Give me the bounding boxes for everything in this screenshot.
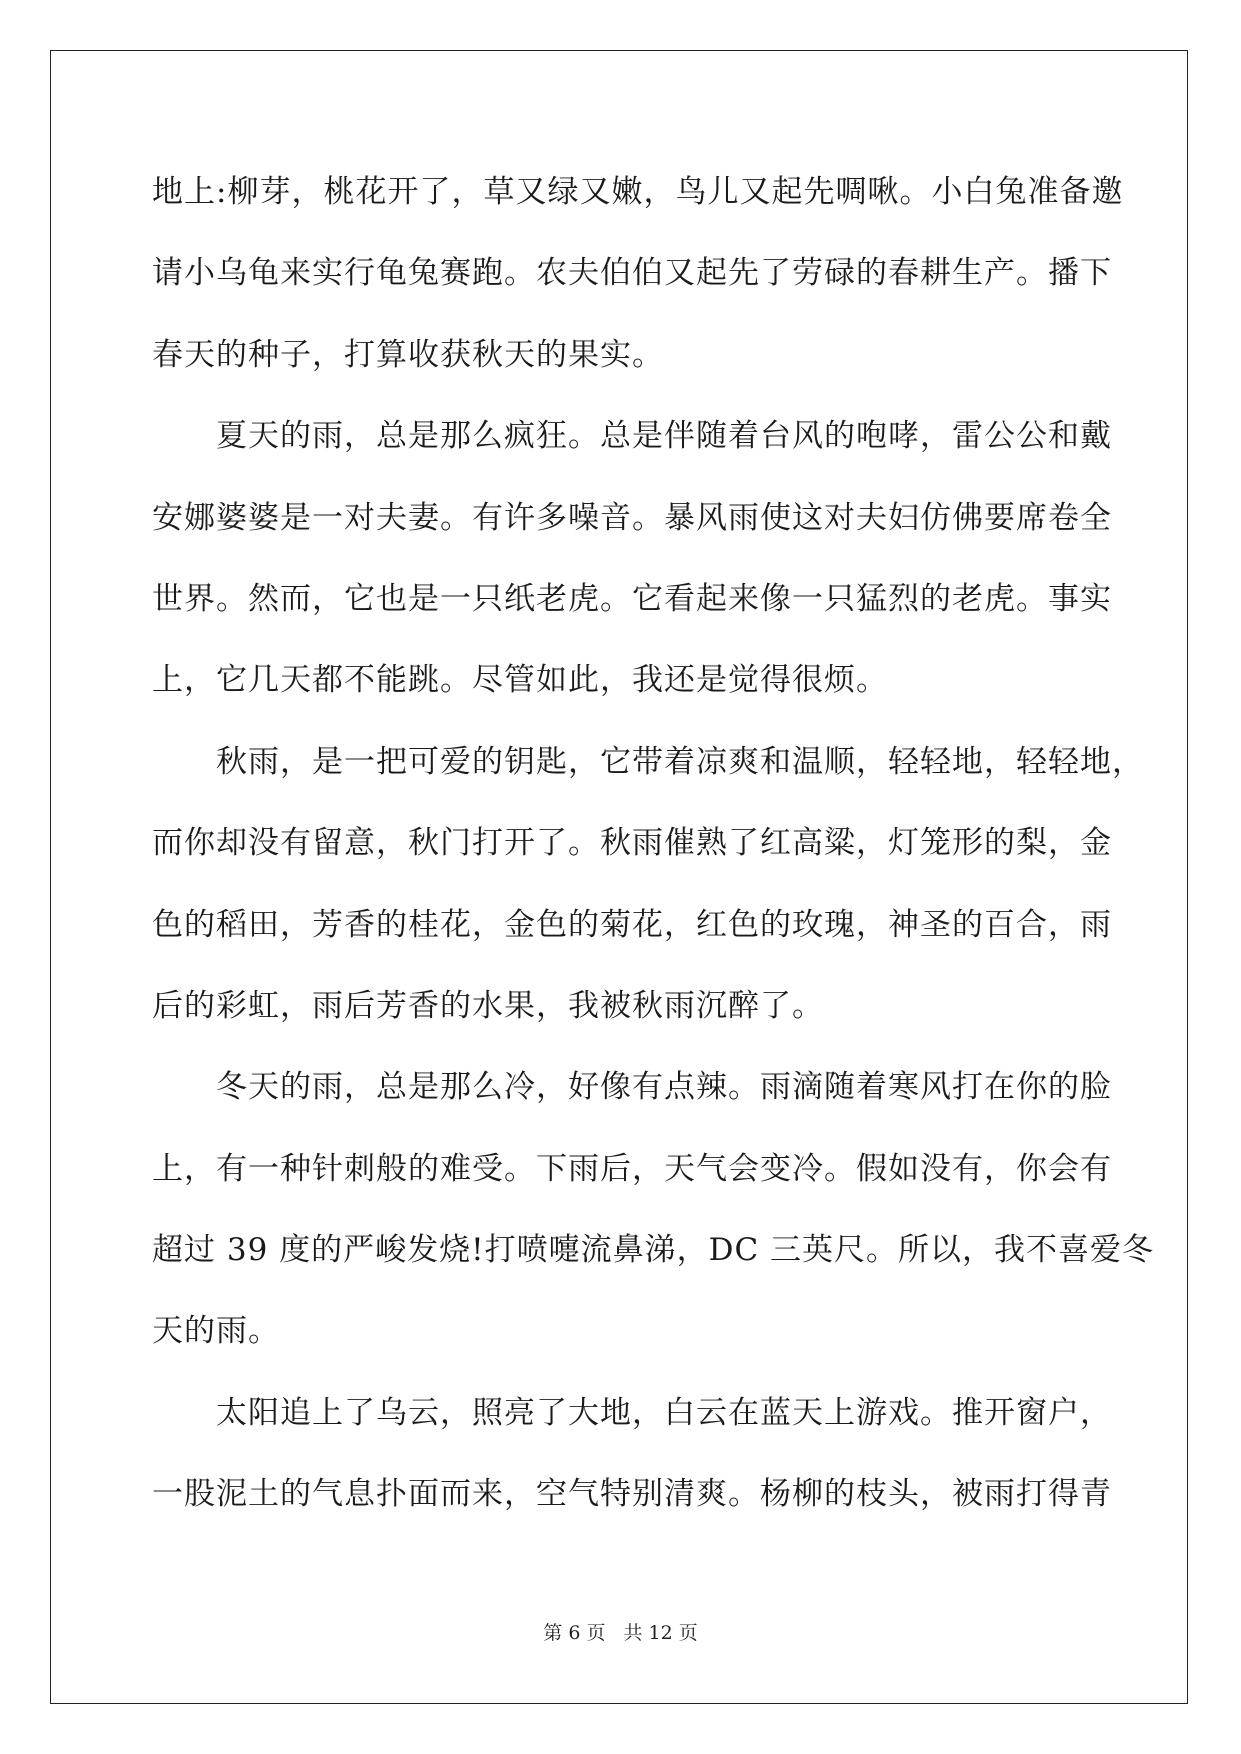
text-line: 而你却没有留意，秋门打开了。秋雨催熟了红高粱，灯笼形的梨，金 [152,825,1112,862]
text-line: 超过 39 度的严峻发烧!打喷嚏流鼻涕，DC 三英尺。所以，我不喜爱冬 [152,1232,1155,1269]
text-line: 上，它几天都不能跳。尽管如此，我还是觉得很烦。 [152,662,888,699]
page-number: 第 6 页 [543,1622,606,1644]
text-line: 安娜婆婆是一对夫妻。有许多噪音。暴风雨使这对夫妇仿佛要席卷全 [152,499,1112,536]
page-footer [0,1618,1241,1645]
text-line: 请小乌龟来实行龟兔赛跑。农夫伯伯又起先了劳碌的春耕生产。播下 [152,255,1112,292]
text-line: 冬天的雨，总是那么冷，好像有点辣。雨滴随着寒风打在你的脸 [152,1069,1112,1106]
total-pages: 共 12 页 [623,1622,698,1644]
text-line: 上，有一种针刺般的难受。下雨后，天气会变冷。假如没有，你会有 [152,1150,1112,1187]
text-line: 色的稻田，芳香的桂花，金色的菊花，红色的玫瑰，神圣的百合，雨 [152,906,1112,943]
text-line: 一股泥土的气息扑面而来，空气特别清爽。杨柳的枝头，被雨打得青 [152,1476,1112,1513]
text-line: 秋雨，是一把可爱的钥匙，它带着凉爽和温顺，轻轻地，轻轻地， [152,743,1144,780]
text-line: 春天的种子，打算收获秋天的果实。 [152,336,664,373]
text-line: 地上:柳芽，桃花开了，草又绿又嫩，鸟儿又起先啁啾。小白兔准备邀 [152,174,1124,210]
document-body [152,166,1155,1550]
text-line: 夏天的雨，总是那么疯狂。总是伴随着台风的咆哮，雷公公和戴 [152,418,1112,455]
text-line: 世界。然而，它也是一只纸老虎。它看起来像一只猛烈的老虎。事实 [152,580,1112,617]
text-line: 太阳追上了乌云，照亮了大地，白云在蓝天上游戏。推开窗户， [152,1394,1112,1431]
text-line: 天的雨。 [152,1313,280,1350]
text-line: 后的彩虹，雨后芳香的水果，我被秋雨沉醉了。 [152,987,824,1024]
